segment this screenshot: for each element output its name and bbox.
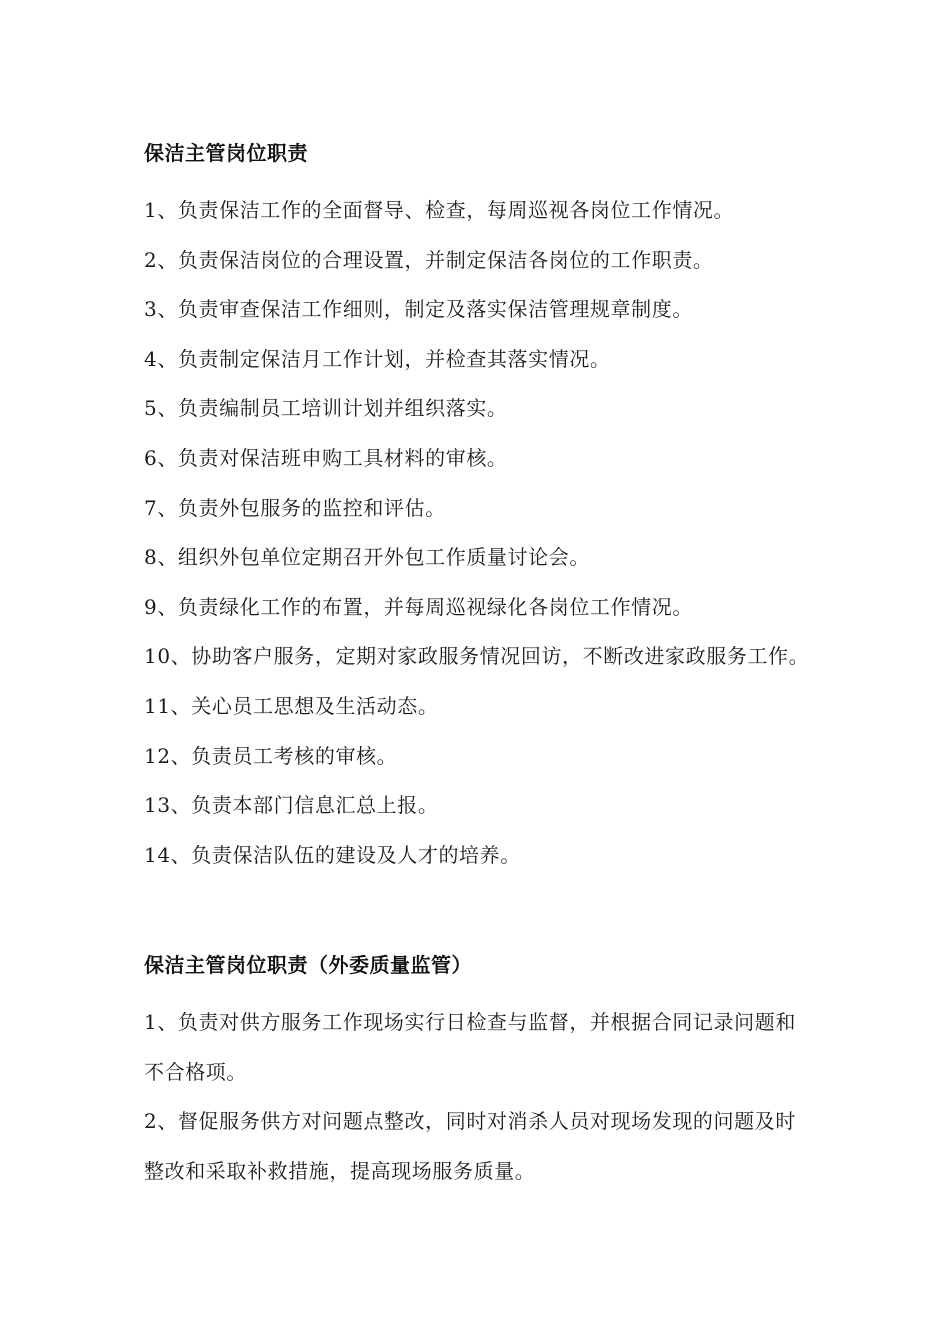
duty-item-2: 2、负责保洁岗位的合理设置，并制定保洁各岗位的工作职责。 (144, 247, 714, 272)
duty-item-12: 12、负责员工考核的审核。 (144, 743, 398, 768)
duty-item-8: 8、组织外包单位定期召开外包工作质量讨论会。 (144, 545, 590, 570)
section-title: 保洁主管岗位职责 (144, 141, 308, 165)
duty-item-1: 1、负责对供方服务工作现场实行日检查与监督，并根据合同记录问题和不合格项。 (144, 1010, 796, 1084)
duty-item-4: 4、负责制定保洁月工作计划，并检查其落实情况。 (144, 346, 611, 371)
duty-item-3: 3、负责审查保洁工作细则，制定及落实保洁管理规章制度。 (144, 297, 693, 322)
duty-item-13: 13、负责本部门信息汇总上报。 (144, 793, 439, 818)
duty-item-9: 9、负责绿化工作的布置，并每周巡视绿化各岗位工作情况。 (144, 594, 693, 619)
duty-item-6: 6、负责对保洁班申购工具材料的审核。 (144, 445, 508, 470)
section-title: 保洁主管岗位职责（外委质量监管） (144, 953, 472, 977)
duty-item-7: 7、负责外包服务的监控和评估。 (144, 495, 446, 520)
section-cleaning-supervisor-duties (144, 136, 814, 880)
duty-item-1: 1、负责保洁工作的全面督导、检查，每周巡视各岗位工作情况。 (144, 198, 735, 222)
section-outsourced-quality-supervision (144, 948, 814, 1196)
duty-item-5: 5、负责编制员工培训计划并组织落实。 (144, 396, 508, 421)
duty-item-11: 11、关心员工思想及生活动态。 (144, 693, 439, 718)
duty-item-2: 2、督促服务供方对问题点整改，同时对消杀人员对现场发现的问题及时整改和采取补救措施，提高现场服务质量。 (144, 1109, 796, 1183)
duty-item-14: 14、负责保洁队伍的建设及人才的培养。 (144, 842, 521, 867)
duty-item-10: 10、协助客户服务，定期对家政服务情况回访，不断改进家政服务工作。 (144, 644, 810, 669)
